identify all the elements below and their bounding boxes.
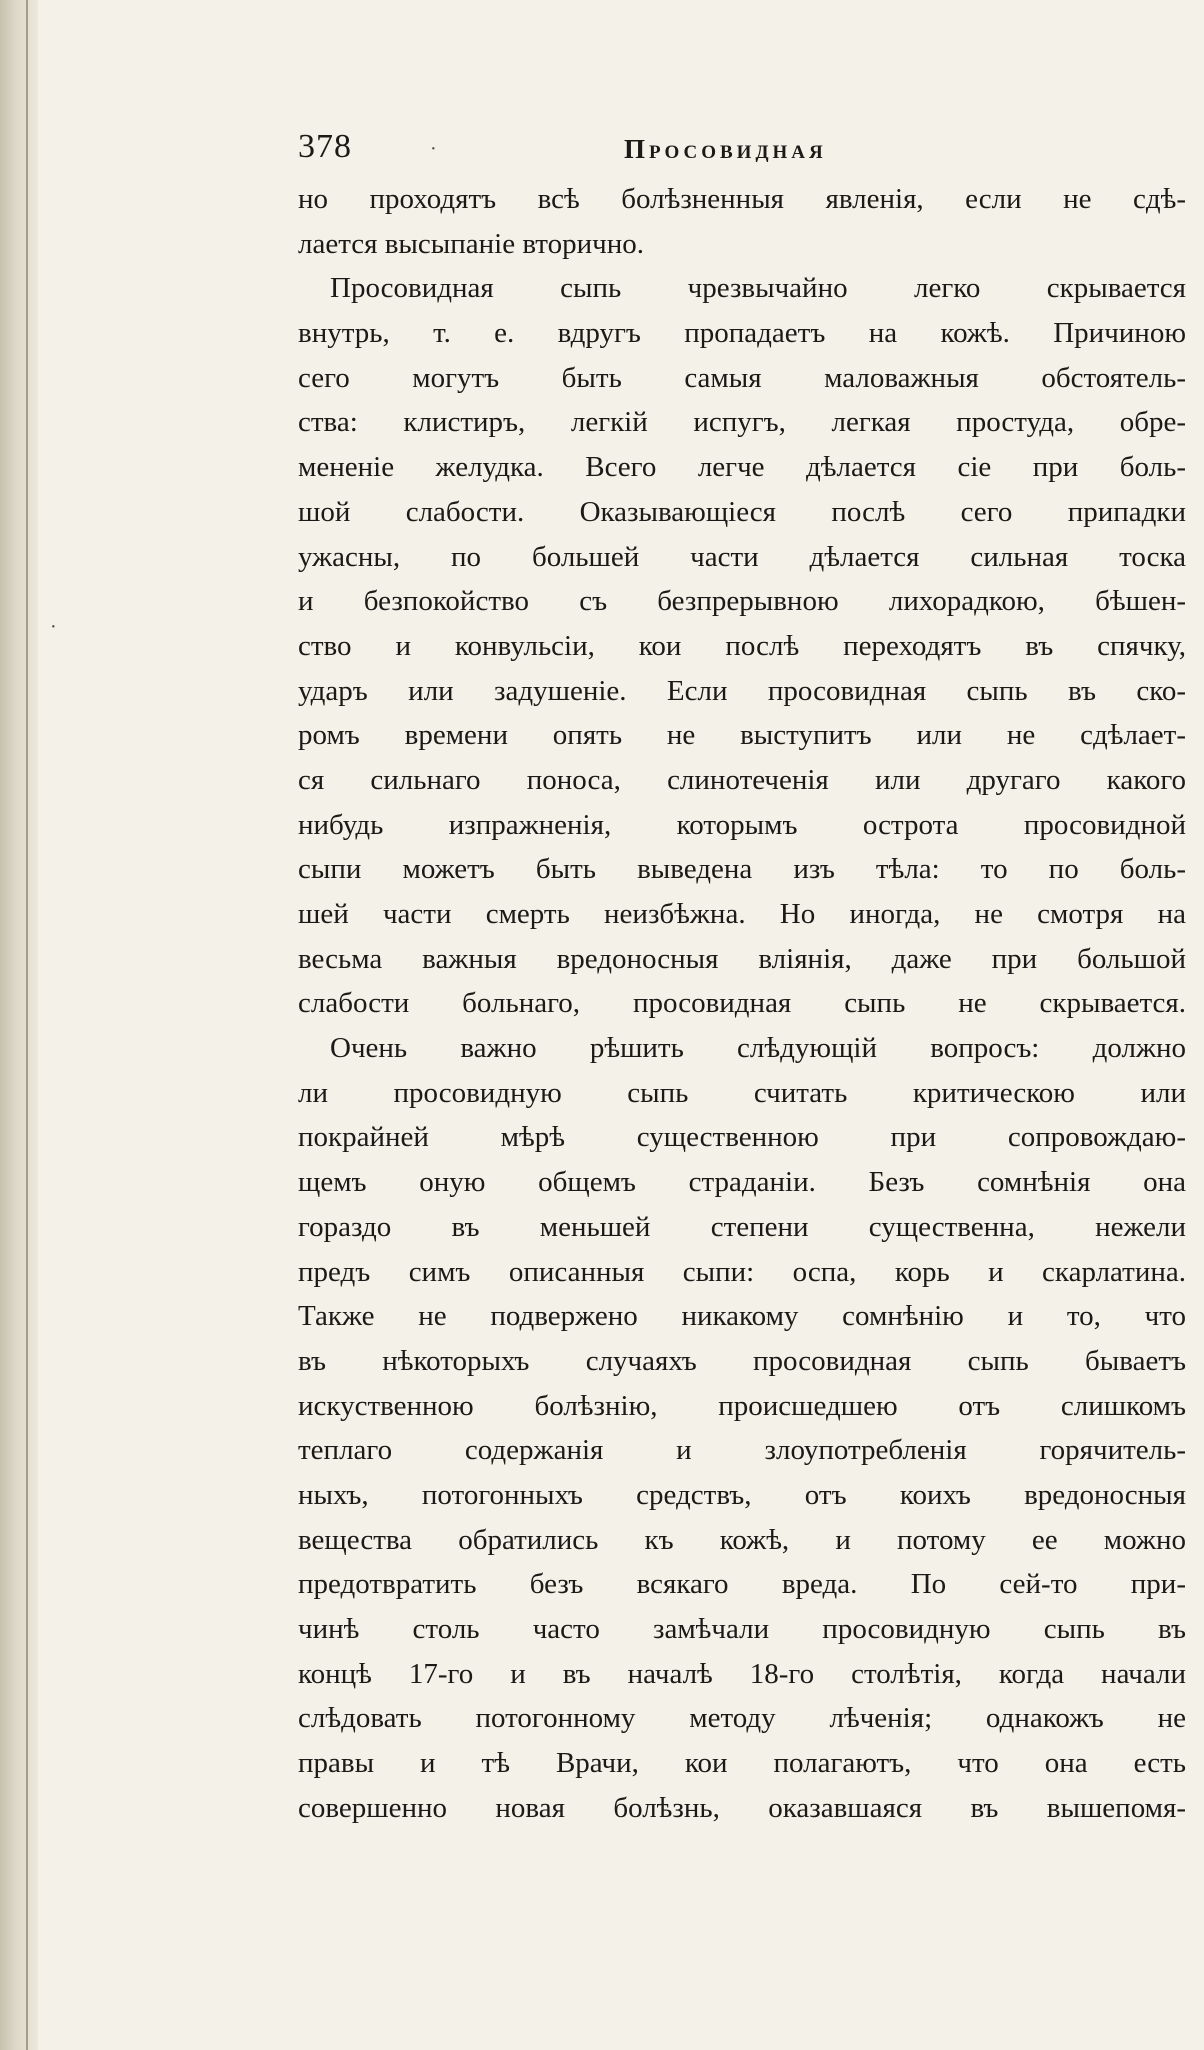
text-line: теплаго содержанія и злоупотребленія горячитель- bbox=[298, 1434, 1186, 1467]
text-line: лается высыпаніе вторично. bbox=[298, 227, 644, 260]
text-line: мененіе желудка. Всего легче дѣлается сіе при боль- bbox=[298, 451, 1186, 484]
text-line: слѣдовать потогонному методу лѣченія; однакожъ не bbox=[298, 1702, 1186, 1735]
text-line: но проходятъ всѣ болѣзненныя явленія, если не сдѣ- bbox=[298, 183, 1186, 215]
text-line: ства: клистиръ, легкій испугъ, легкая простуда, обре- bbox=[298, 406, 1186, 439]
running-head: Просовидная bbox=[624, 134, 827, 164]
text-line: правы и тѣ Врачи, кои полагаютъ, что она есть bbox=[298, 1747, 1186, 1780]
text-line: Очень важно рѣшить слѣдующій вопросъ: должно bbox=[330, 1032, 1186, 1065]
text-line: ли просовидную сыпь считать критическою или bbox=[298, 1076, 1186, 1109]
text-line: ся сильнаго поноса, слинотеченія или другаго какого bbox=[298, 763, 1186, 796]
text-line: въ нѣкоторыхъ случаяхъ просовидная сыпь бываетъ bbox=[298, 1344, 1186, 1377]
text-line: ромъ времени опять не выступитъ или не сдѣлает- bbox=[298, 719, 1186, 752]
text-line: искуственною болѣзнію, происшедшею отъ слишкомъ bbox=[298, 1389, 1186, 1422]
ink-speck: · bbox=[50, 616, 57, 638]
body-text bbox=[298, 177, 1186, 1830]
text-line: предотвратить безъ всякаго вреда. По сей-то при- bbox=[298, 1568, 1186, 1601]
text-line: ство и конвульсіи, кои послѣ переходятъ въ спячку, bbox=[298, 629, 1186, 662]
text-line: предъ симъ описанныя сыпи: оспа, корь и скарлатина. bbox=[298, 1255, 1186, 1288]
text-line: концѣ 17-го и въ началѣ 18-го столѣтія, когда начали bbox=[298, 1657, 1186, 1690]
text-line: щемъ оную общемъ страданіи. Безъ сомнѣнія она bbox=[298, 1166, 1186, 1199]
text-line: Также не подвержено никакому сомнѣнію и то, что bbox=[298, 1300, 1186, 1333]
text-line: внутрь, т. е. вдругъ пропадаетъ на кожѣ. Причиною bbox=[298, 317, 1186, 350]
text-line: вещества обратились къ кожѣ, и потому ее можно bbox=[298, 1523, 1186, 1556]
text-line: покрайней мѣрѣ существенною при сопровождаю- bbox=[298, 1121, 1186, 1154]
page-header bbox=[298, 128, 854, 172]
text-line: весьма важныя вредоносныя вліянія, даже при большой bbox=[298, 942, 1186, 975]
text-line: сего могутъ быть самыя маловажныя обстоятель- bbox=[298, 361, 1186, 394]
ink-speck: · bbox=[430, 138, 437, 160]
text-line: ныхъ, потогонныхъ средствъ, отъ коихъ вредоносныя bbox=[298, 1478, 1186, 1511]
text-line: и безпокойство съ безпрерывною лихорадкою, бѣшен- bbox=[298, 585, 1186, 618]
page-gutter bbox=[0, 0, 38, 2050]
binding-edge bbox=[26, 0, 28, 2050]
text-line: чинѣ столь часто замѣчали просовидную сыпь въ bbox=[298, 1613, 1186, 1645]
page-number: 378 bbox=[298, 128, 352, 165]
text-line: нибудь изпражненія, которымъ острота просовидной bbox=[298, 808, 1186, 841]
text-line: слабости больнаго, просовидная сыпь не скрывается. bbox=[298, 987, 1186, 1020]
text-line: гораздо въ меньшей степени существенна, нежели bbox=[298, 1210, 1186, 1243]
text-line: шей части смерть неизбѣжна. Но иногда, не смотря на bbox=[298, 898, 1186, 930]
text-line: ударъ или задушеніе. Если просовидная сыпь въ ско- bbox=[298, 674, 1186, 707]
text-line: Просовидная сыпь чрезвычайно легко скрывается bbox=[330, 272, 1186, 305]
text-line: шой слабости. Оказывающіеся послѣ сего припадки bbox=[298, 495, 1186, 528]
text-line: ужасны, по большей части дѣлается сильная тоска bbox=[298, 540, 1186, 573]
text-line: совершенно новая болѣзнь, оказавшаяся въ вышепомя- bbox=[298, 1791, 1186, 1824]
text-line: сыпи можетъ быть выведена изъ тѣла: то по боль- bbox=[298, 853, 1186, 886]
